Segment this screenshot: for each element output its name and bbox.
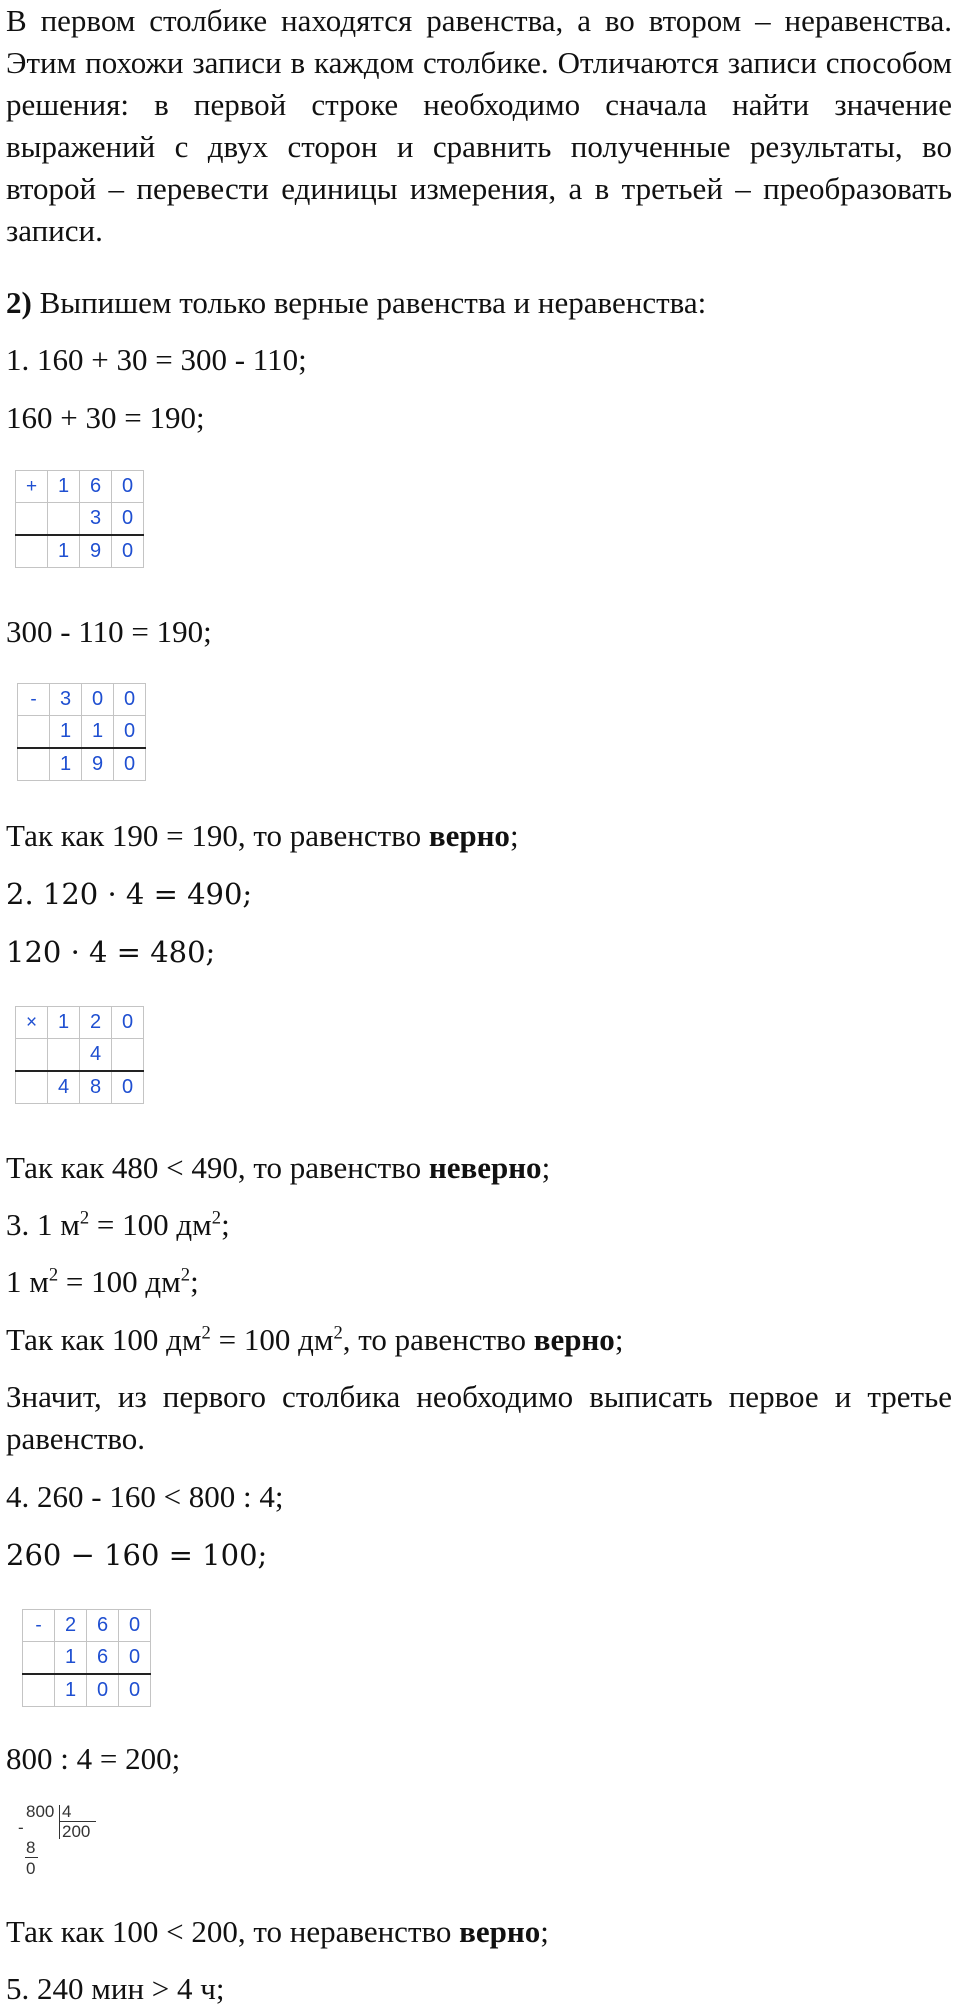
calc-digit: 0 bbox=[82, 684, 114, 716]
calc-digit: 2 bbox=[55, 1610, 87, 1642]
calc-digit: 0 bbox=[112, 535, 144, 568]
calc-digit: 9 bbox=[80, 535, 112, 568]
calc-table-subtraction-2 bbox=[22, 1609, 151, 1707]
division-bar bbox=[59, 1805, 60, 1839]
conclusion-text: = 100 дм bbox=[210, 1322, 334, 1357]
item-3-step-part: 1 м bbox=[6, 1264, 49, 1299]
calc-digit bbox=[48, 503, 80, 536]
conclusion-text: Так как 480 < 490, то равенство bbox=[6, 1150, 429, 1185]
item-3-conclusion bbox=[6, 1320, 623, 1360]
item-3-step-part: = 100 дм bbox=[58, 1264, 181, 1299]
item-4-step-1: 260 − 160 = 100; bbox=[6, 1538, 268, 1572]
superscript: 2 bbox=[333, 1322, 343, 1344]
calc-digit: 0 bbox=[112, 503, 144, 536]
item-1-step-2: 300 - 110 = 190; bbox=[6, 614, 212, 649]
item-1-step-1: 160 + 30 = 190; bbox=[6, 400, 205, 435]
conclusion-end: ; bbox=[540, 1914, 549, 1949]
conclusion-verdict: неверно bbox=[428, 1150, 542, 1185]
calc-table-subtraction-1 bbox=[17, 683, 146, 781]
calc-cell bbox=[23, 1674, 55, 1707]
calc-digit: 0 bbox=[114, 716, 146, 749]
superscript: 2 bbox=[201, 1322, 211, 1344]
item-3-title-part: 3. 1 м bbox=[6, 1207, 80, 1242]
calc-digit: 0 bbox=[119, 1610, 151, 1642]
calc-digit: 0 bbox=[112, 1007, 144, 1039]
item-3-step-1 bbox=[6, 1262, 199, 1302]
superscript: 2 bbox=[211, 1207, 222, 1229]
calc-digit: 2 bbox=[80, 1007, 112, 1039]
superscript: 2 bbox=[79, 1207, 90, 1229]
item-2-title: 2. 120 · 4 = 490; bbox=[6, 877, 253, 911]
calc-operator: - bbox=[18, 684, 50, 716]
superscript: 2 bbox=[48, 1264, 59, 1286]
division-minus: - bbox=[18, 1818, 24, 1837]
item-1-title: 1. 160 + 30 = 300 - 110; bbox=[6, 342, 307, 377]
long-division-sketch bbox=[18, 1803, 108, 1883]
calc-table-addition bbox=[15, 470, 144, 568]
calc-digit: 6 bbox=[87, 1642, 119, 1675]
conclusion-verdict: верно bbox=[533, 1322, 615, 1357]
item-4-title: 4. 260 - 160 < 800 : 4; bbox=[6, 1479, 284, 1514]
calc-digit: 1 bbox=[82, 716, 114, 749]
item-4-step-2: 800 : 4 = 200; bbox=[6, 1741, 181, 1776]
calc-digit: 0 bbox=[112, 471, 144, 503]
part-2-heading bbox=[6, 283, 706, 323]
division-subtrahend: 8 bbox=[26, 1838, 36, 1857]
calc-digit: 3 bbox=[80, 503, 112, 536]
intro-paragraph: В первом столбике находятся равенства, а во втором – неравенства. Этим похожи записи в каждом столбике. Отличаются записи способом решения: в первой строке необходимо сначала найти значение выражений с двух сторон и сравнить полученные результаты, во второй – перевести единицы измерения, а в третьей – преобразовать записи. bbox=[6, 3, 952, 248]
calc-digit: 1 bbox=[50, 748, 82, 781]
calc-operator: + bbox=[16, 471, 48, 503]
calc-digit: 1 bbox=[55, 1642, 87, 1675]
division-divisor: 4 bbox=[62, 1802, 72, 1821]
calc-digit: 1 bbox=[50, 716, 82, 749]
calc-digit: 0 bbox=[114, 748, 146, 781]
calc-digit: 3 bbox=[50, 684, 82, 716]
item-3-step-part: ; bbox=[190, 1264, 199, 1299]
calc-digit: 1 bbox=[48, 1007, 80, 1039]
conclusion-end: ; bbox=[614, 1322, 624, 1357]
calc-cell bbox=[23, 1642, 55, 1675]
item-3-title-part: ; bbox=[221, 1207, 230, 1242]
division-remainder: 0 bbox=[26, 1859, 36, 1878]
calc-operator: - bbox=[23, 1610, 55, 1642]
calc-digit: 4 bbox=[80, 1039, 112, 1072]
calc-digit: 0 bbox=[87, 1674, 119, 1707]
calc-cell bbox=[18, 716, 50, 749]
conclusion-end: ; bbox=[509, 818, 519, 853]
conclusion-end: ; bbox=[541, 1150, 551, 1185]
summary-paragraph: Значит, из первого столбика необходимо выписать первое и третье равенство. bbox=[6, 1379, 952, 1456]
calc-digit: 4 bbox=[48, 1071, 80, 1104]
item-2-step-1: 120 · 4 = 480; bbox=[6, 935, 216, 969]
calc-cell bbox=[16, 503, 48, 536]
item-3-title bbox=[6, 1205, 230, 1245]
calc-digit: 0 bbox=[119, 1674, 151, 1707]
calc-digit: 0 bbox=[119, 1642, 151, 1675]
conclusion-verdict: верно bbox=[459, 1914, 541, 1949]
calc-digit: 6 bbox=[80, 471, 112, 503]
calc-digit: 9 bbox=[82, 748, 114, 781]
item-5-title: 5. 240 мин > 4 ч; bbox=[6, 1971, 225, 2006]
conclusion-text: Так как 190 = 190, то равенство bbox=[6, 818, 429, 853]
item-3-title-part: = 100 дм bbox=[89, 1207, 212, 1242]
calc-table-multiplication bbox=[15, 1006, 144, 1104]
calc-cell bbox=[18, 748, 50, 781]
part-2-number: 2) bbox=[6, 285, 32, 320]
division-dividend: 800 bbox=[26, 1802, 55, 1821]
item-2-conclusion bbox=[6, 1148, 550, 1188]
calc-digit: 0 bbox=[114, 684, 146, 716]
calc-cell bbox=[16, 1039, 48, 1072]
calc-digit: 1 bbox=[55, 1674, 87, 1707]
calc-digit: 8 bbox=[80, 1071, 112, 1104]
part-2-text: Выпишем только верные равенства и неравенства: bbox=[31, 285, 707, 320]
superscript: 2 bbox=[180, 1264, 191, 1286]
division-quotient: 200 bbox=[62, 1822, 91, 1841]
calc-cell bbox=[16, 535, 48, 568]
calc-cell bbox=[16, 1071, 48, 1104]
calc-digit: 0 bbox=[112, 1071, 144, 1104]
calc-digit: 1 bbox=[48, 471, 80, 503]
conclusion-verdict: верно bbox=[428, 818, 510, 853]
conclusion-text: , то равенство bbox=[342, 1322, 534, 1357]
calc-digit bbox=[48, 1039, 80, 1072]
item-1-conclusion bbox=[6, 816, 519, 856]
calc-digit bbox=[112, 1039, 144, 1072]
calc-operator: × bbox=[16, 1007, 48, 1039]
conclusion-text: Так как 100 дм bbox=[6, 1322, 202, 1357]
conclusion-text: Так как 100 < 200, то неравенство bbox=[6, 1914, 460, 1949]
item-4-conclusion bbox=[6, 1912, 549, 1952]
division-underline bbox=[25, 1857, 38, 1858]
calc-digit: 6 bbox=[87, 1610, 119, 1642]
calc-digit: 1 bbox=[48, 535, 80, 568]
